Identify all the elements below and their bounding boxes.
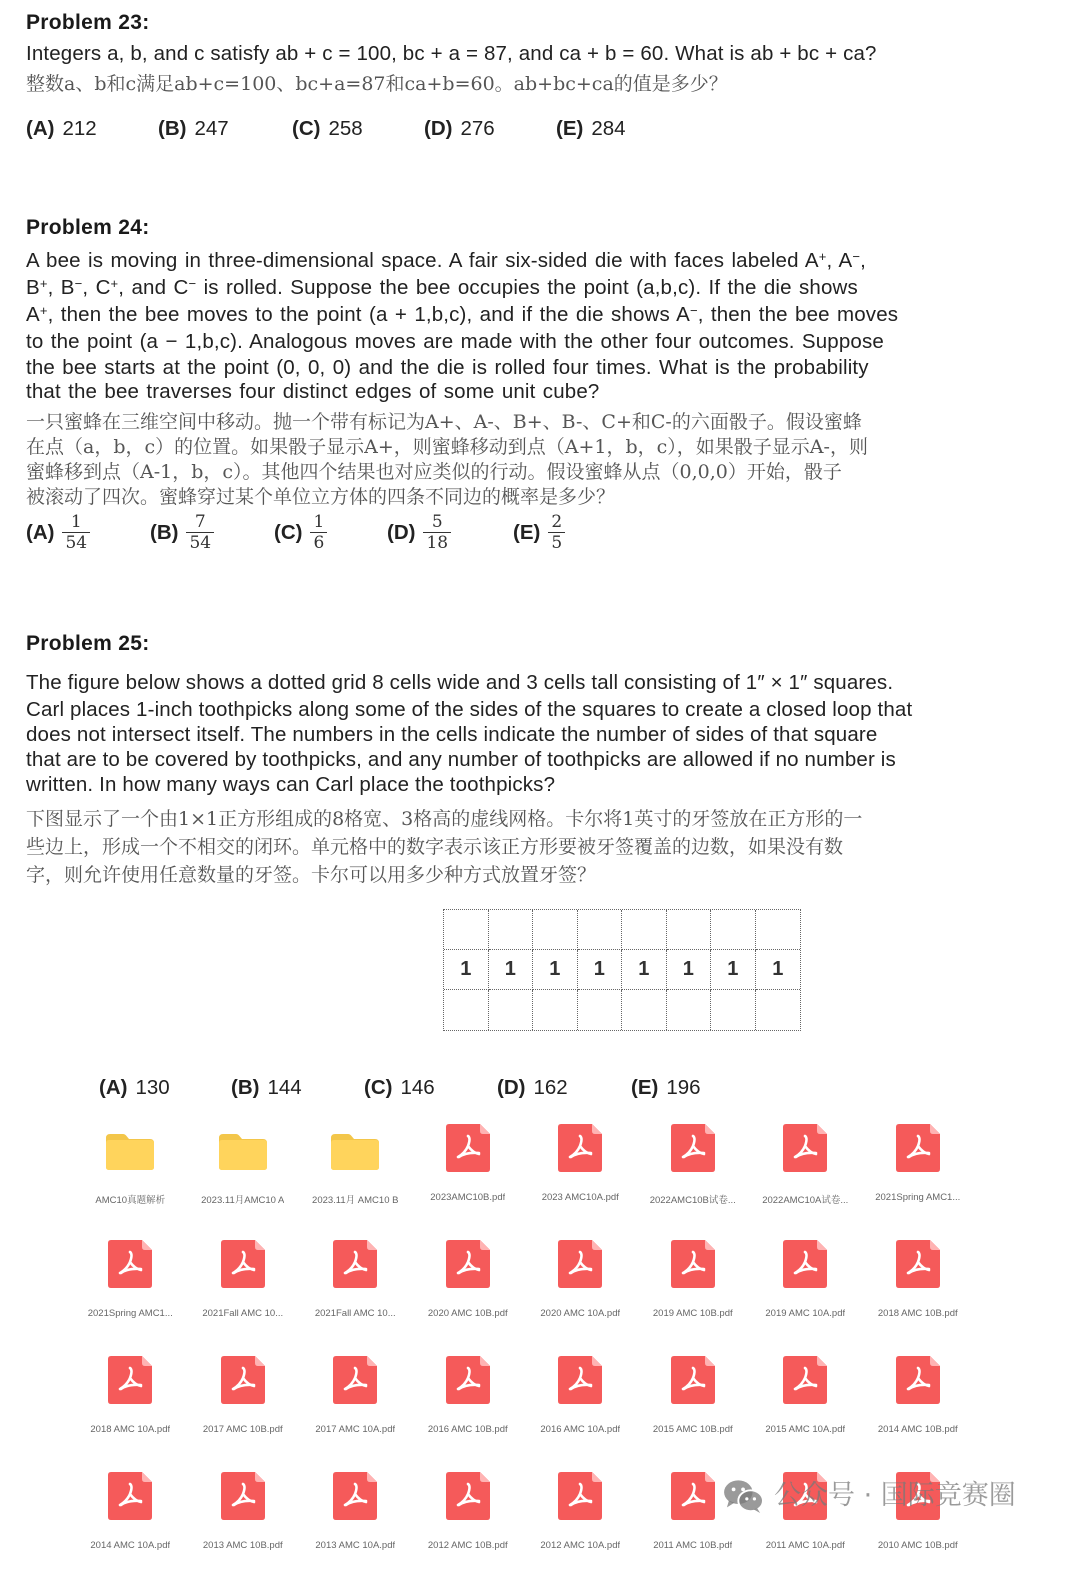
fraction <box>548 512 565 553</box>
numerator: 1 <box>70 512 82 532</box>
problem-25-text-en <box>26 669 912 797</box>
pdf-file-item[interactable] <box>524 1234 637 1350</box>
face-sign: − <box>852 249 861 264</box>
text-line: that are to be covered by toothpicks, and any number of toothpicks are allowed if no number is <box>26 748 896 771</box>
pdf-file-item[interactable] <box>862 1118 975 1234</box>
text-line: the bee starts at the point (0, 0, 0) and the die is rolled four times. What is the probability <box>26 356 869 379</box>
folder-item[interactable] <box>299 1118 412 1234</box>
pdf-icon <box>108 1354 152 1404</box>
face-sign: + <box>39 276 48 291</box>
text-line: to the point (a − 1,b,c). Analogous moves are made with the other four outcomes. Suppose <box>26 330 884 353</box>
problem-23-text-zh: 整数a、b和c满足ab+c=100、bc+a=87和ca+b=60。ab+bc+ca的值是多少？ <box>26 73 728 95</box>
pdf-icon <box>221 1470 265 1520</box>
folder-icon <box>217 1122 269 1172</box>
face-label: A <box>676 303 690 326</box>
pdf-file-item[interactable] <box>299 1234 412 1350</box>
choice-label: (B) <box>150 520 179 544</box>
choice-b <box>150 512 274 553</box>
choice-label: (C) <box>274 520 303 544</box>
file-name: 2013 AMC 10A.pdf <box>315 1540 396 1551</box>
choice-value: 144 <box>267 1076 302 1099</box>
grid-cell <box>756 990 801 1030</box>
numerator: 2 <box>551 512 563 532</box>
file-name: 2021Spring AMC1... <box>87 1308 173 1319</box>
choice-label: (E) <box>556 117 584 140</box>
pdf-file-item[interactable] <box>299 1350 412 1466</box>
text-fragment: then the bee moves to the point (a + 1,b,c), and if the die shows <box>60 303 670 326</box>
watermark-text: 公众号 · 国际竞赛圈 <box>774 1480 1016 1511</box>
face-sign: − <box>188 276 197 291</box>
problem-23-text-en: Integers a, b, and c satisfy ab + c = 100, bc + a = 87, and ca + b = 60. What is ab + bc + ca? <box>26 42 877 65</box>
choice-label: (B) <box>231 1076 260 1099</box>
choice-label: (A) <box>26 520 55 544</box>
file-name: 2020 AMC 10A.pdf <box>540 1308 621 1319</box>
text-line: written. In how many ways can Carl place the toothpicks? <box>26 773 556 796</box>
choice-label: (C) <box>364 1076 393 1099</box>
fraction <box>310 512 327 553</box>
denominator: 18 <box>423 532 451 553</box>
denominator: 54 <box>62 532 90 553</box>
file-name: 2021Fall AMC 10... <box>202 1308 284 1319</box>
pdf-file-item[interactable] <box>299 1466 412 1582</box>
choice-label: (C) <box>292 117 321 140</box>
file-name: 2011 AMC 10A.pdf <box>765 1540 845 1551</box>
file-name: 2017 AMC 10A.pdf <box>315 1424 396 1435</box>
problem-23-title: Problem 23: <box>26 11 150 34</box>
file-name: AMC10真题解析 <box>95 1195 166 1206</box>
choice-value: 130 <box>135 1076 170 1099</box>
text-line: Carl places 1-inch toothpicks along some of the sides of the squares to create a closed loop that <box>26 698 913 721</box>
grid-cell <box>667 910 712 950</box>
face-sign: − <box>689 303 698 318</box>
problem-25-text-zh <box>26 805 862 889</box>
pdf-icon <box>446 1354 490 1404</box>
pdf-file-item[interactable] <box>862 1234 975 1350</box>
grid-cell: 1 <box>622 950 667 990</box>
pdf-file-item[interactable] <box>749 1118 862 1234</box>
grid-cell <box>622 910 667 950</box>
pdf-icon <box>221 1354 265 1404</box>
face-label: B <box>60 276 75 299</box>
text-line: 被滚动了四次。蜜蜂穿过某个单位立方体的四条不同边的概率是多少？ <box>26 486 616 508</box>
pdf-file-item[interactable] <box>74 1466 187 1582</box>
file-name: 2014 AMC 10A.pdf <box>90 1540 171 1551</box>
text-line: 下图显示了一个由1×1正方形组成的8格宽、3格高的虚线网格。卡尔将1英寸的牙签放在正方形的一 <box>26 808 863 830</box>
text-line: A bee is moving in three-dimensional space. A fair six-sided die with faces labeled A+, A−, <box>26 249 866 272</box>
choice-label: (D) <box>497 1076 526 1099</box>
folder-icon <box>329 1122 381 1172</box>
choice-e <box>513 512 565 553</box>
pdf-file-item[interactable] <box>524 1466 637 1582</box>
choice-b <box>231 1076 364 1100</box>
grid-cell <box>489 990 534 1030</box>
text-line: B+, B−, C+, and C− is rolled. Suppose the bee occupies the point (a,b,c). If the die shows <box>26 276 858 299</box>
pdf-icon <box>671 1238 715 1288</box>
numerator: 5 <box>431 512 443 532</box>
pdf-file-item[interactable] <box>412 1118 525 1234</box>
text-fragment: A bee is moving in three-dimensional space. A fair six-sided die with faces labeled <box>26 249 799 272</box>
pdf-file-item[interactable] <box>412 1466 525 1582</box>
choice-value: 247 <box>194 117 229 140</box>
choice-value: 258 <box>328 117 363 140</box>
grid-cell <box>578 990 623 1030</box>
file-name: 2015 AMC 10A.pdf <box>765 1424 846 1435</box>
choice-c <box>364 1076 497 1100</box>
text-line: 些边上，形成一个不相交的闭环。单元格中的数字表示该正方形要被牙签覆盖的边数，如果没有数 <box>26 836 844 858</box>
grid-cell <box>622 990 667 1030</box>
pdf-icon <box>108 1470 152 1520</box>
pdf-icon <box>671 1470 715 1520</box>
file-name: 2020 AMC 10B.pdf <box>427 1308 508 1319</box>
file-name: 2021Fall AMC 10... <box>314 1308 396 1319</box>
pdf-icon <box>333 1238 377 1288</box>
pdf-file-item[interactable] <box>524 1118 637 1234</box>
pdf-icon <box>108 1238 152 1288</box>
file-name: 2011 AMC 10B.pdf <box>653 1540 733 1551</box>
grid-cell <box>756 910 801 950</box>
choice-value: 276 <box>460 117 495 140</box>
choice-a <box>26 117 158 141</box>
choice-a <box>26 512 150 553</box>
grid-cell: 1 <box>578 950 623 990</box>
pdf-file-item[interactable] <box>862 1350 975 1466</box>
fraction <box>62 512 90 553</box>
pdf-file-item[interactable] <box>74 1350 187 1466</box>
file-name: 2023 AMC10A.pdf <box>541 1192 619 1203</box>
text-line: that the bee traverses four distinct edges of some unit cube? <box>26 380 600 403</box>
pdf-file-item[interactable] <box>637 1234 750 1350</box>
face-sign: − <box>74 276 83 291</box>
face-label: C <box>173 276 189 299</box>
pdf-file-item[interactable] <box>74 1234 187 1350</box>
text-line: A+, then the bee moves to the point (a + 1,b,c), and if the die shows A−, then the bee moves <box>26 303 899 326</box>
grid-cell: 1 <box>533 950 578 990</box>
choice-label: (E) <box>513 520 541 544</box>
file-name: 2023.11月AMC10 A <box>201 1195 285 1206</box>
pdf-icon <box>446 1470 490 1520</box>
face-sign: + <box>818 249 827 264</box>
dotted-grid-figure <box>443 909 801 1031</box>
choice-b <box>158 117 292 141</box>
grid-cell <box>533 990 578 1030</box>
choice-value: 284 <box>591 117 626 140</box>
pdf-icon <box>558 1238 602 1288</box>
file-name: 2018 AMC 10B.pdf <box>877 1308 958 1319</box>
file-name: 2019 AMC 10A.pdf <box>765 1308 846 1319</box>
grid-cell: 1 <box>756 950 801 990</box>
face-label: B <box>26 276 40 299</box>
choice-c <box>274 512 387 553</box>
face-sign: + <box>110 276 119 291</box>
watermark <box>722 1478 1016 1514</box>
grid-cell: 1 <box>489 950 534 990</box>
pdf-icon <box>671 1354 715 1404</box>
choice-d <box>424 117 556 141</box>
file-name: 2018 AMC 10A.pdf <box>90 1424 171 1435</box>
grid-cell <box>444 910 489 950</box>
choice-label: (D) <box>387 520 416 544</box>
pdf-file-item[interactable] <box>637 1350 750 1466</box>
pdf-file-item[interactable] <box>412 1234 525 1350</box>
pdf-icon <box>446 1238 490 1288</box>
text-line: 字，则允许使用任意数量的牙签。卡尔可以用多少种方式放置牙签？ <box>26 864 597 886</box>
denominator: 5 <box>548 532 565 553</box>
choice-a <box>99 1076 231 1100</box>
pdf-file-item[interactable] <box>187 1234 300 1350</box>
pdf-icon <box>671 1122 715 1172</box>
choice-label: (A) <box>26 117 55 140</box>
choice-label: (B) <box>158 117 187 140</box>
pdf-icon <box>221 1238 265 1288</box>
choice-value: 162 <box>533 1076 568 1099</box>
file-name: 2019 AMC 10B.pdf <box>652 1308 733 1319</box>
file-name: 2012 AMC 10B.pdf <box>427 1540 508 1551</box>
folder-item[interactable] <box>187 1118 300 1234</box>
problem-25-title: Problem 25: <box>26 632 150 655</box>
pdf-file-item[interactable] <box>749 1234 862 1350</box>
text-line: The figure below shows a dotted grid 8 cells wide and 3 cells tall consisting of 1″ × 1″ squares. <box>26 671 894 694</box>
problem-24-text-en <box>26 247 898 404</box>
file-name: 2023AMC10B.pdf <box>430 1192 506 1203</box>
file-name: 2021Spring AMC1... <box>875 1192 961 1203</box>
problem-24-text-zh <box>26 410 868 510</box>
text-fragment: is rolled. Suppose the bee occupies the point (a,b,c). If the die shows <box>203 276 858 299</box>
folder-icon <box>104 1122 156 1172</box>
pdf-file-item[interactable] <box>637 1118 750 1234</box>
numerator: 1 <box>313 512 325 532</box>
file-name: 2016 AMC 10A.pdf <box>540 1424 621 1435</box>
grid-cell <box>444 990 489 1030</box>
file-name: 2012 AMC 10A.pdf <box>540 1540 621 1551</box>
text-fragment: and <box>131 276 167 299</box>
face-label: A <box>804 249 819 272</box>
choice-c <box>292 117 424 141</box>
choice-label: (E) <box>631 1076 659 1099</box>
folder-item[interactable] <box>74 1118 187 1234</box>
text-line: 在点（a，b，c）的位置。如果骰子显示A+，则蜜蜂移动到点（A+1，b，c），如果骰子显示A-，则 <box>26 436 868 458</box>
pdf-icon <box>896 1354 940 1404</box>
pdf-icon <box>333 1470 377 1520</box>
text-line: 蜜蜂移到点（A-1，b，c）。其他四个结果也对应类似的行动。假设蜜蜂从点（0,0,0）开始，骰子 <box>26 461 842 483</box>
pdf-file-item[interactable] <box>524 1350 637 1466</box>
choice-e <box>556 117 626 141</box>
pdf-icon <box>783 1122 827 1172</box>
problem-24-choices <box>26 512 565 553</box>
file-name: 2015 AMC 10B.pdf <box>652 1424 733 1435</box>
grid-cell <box>711 990 756 1030</box>
fraction <box>186 512 214 553</box>
choice-d <box>387 512 513 553</box>
choice-value: 196 <box>666 1076 701 1099</box>
text-fragment: then the bee moves <box>710 303 899 326</box>
grid-cell <box>578 910 623 950</box>
pdf-icon <box>896 1238 940 1288</box>
grid-cell <box>667 990 712 1030</box>
problem-23-choices <box>26 117 626 141</box>
file-name: 2014 AMC 10B.pdf <box>877 1424 958 1435</box>
choice-label: (D) <box>424 117 453 140</box>
choice-d <box>497 1076 631 1100</box>
pdf-icon <box>783 1354 827 1404</box>
file-name: 2022AMC10A试卷... <box>762 1195 849 1206</box>
file-name: 2017 AMC 10B.pdf <box>202 1424 283 1435</box>
fraction <box>423 512 451 553</box>
face-label: C <box>95 276 111 299</box>
wechat-icon <box>722 1478 766 1514</box>
grid-cell: 1 <box>667 950 712 990</box>
choice-e <box>631 1076 701 1100</box>
file-name: 2013 AMC 10B.pdf <box>202 1540 283 1551</box>
grid-cell: 1 <box>444 950 489 990</box>
pdf-icon <box>896 1122 940 1172</box>
pdf-icon <box>558 1470 602 1520</box>
choice-label: (A) <box>99 1076 128 1099</box>
grid-cell <box>489 910 534 950</box>
pdf-icon <box>558 1122 602 1172</box>
face-label: A <box>26 303 40 326</box>
grid-cell <box>533 910 578 950</box>
file-name: 2016 AMC 10B.pdf <box>427 1424 508 1435</box>
file-name: 2022AMC10B试卷... <box>649 1195 736 1206</box>
text-line: 一只蜜蜂在三维空间中移动。抛一个带有标记为A+、A-、B+、B-、C+和C-的六面骰子。假设蜜蜂 <box>26 411 862 433</box>
grid-cell <box>711 910 756 950</box>
face-sign: + <box>39 303 48 318</box>
grid-cell: 1 <box>711 950 756 990</box>
numerator: 7 <box>194 512 206 532</box>
pdf-file-item[interactable] <box>187 1466 300 1582</box>
choice-value: 212 <box>62 117 97 140</box>
pdf-icon <box>783 1238 827 1288</box>
denominator: 6 <box>310 532 327 553</box>
denominator: 54 <box>186 532 214 553</box>
pdf-file-item[interactable] <box>749 1350 862 1466</box>
face-label: A <box>838 249 853 272</box>
text-line: does not intersect itself. The numbers in the cells indicate the number of sides of that square <box>26 723 878 746</box>
choice-value: 146 <box>400 1076 435 1099</box>
problem-25-choices <box>99 1076 701 1100</box>
pdf-icon <box>558 1354 602 1404</box>
file-name: 2010 AMC 10B.pdf <box>877 1540 958 1551</box>
pdf-file-item[interactable] <box>187 1350 300 1466</box>
problem-24-title: Problem 24: <box>26 216 150 239</box>
pdf-icon <box>446 1122 490 1172</box>
pdf-icon <box>333 1354 377 1404</box>
pdf-file-item[interactable] <box>412 1350 525 1466</box>
file-name: 2023.11月 AMC10 B <box>312 1195 399 1206</box>
